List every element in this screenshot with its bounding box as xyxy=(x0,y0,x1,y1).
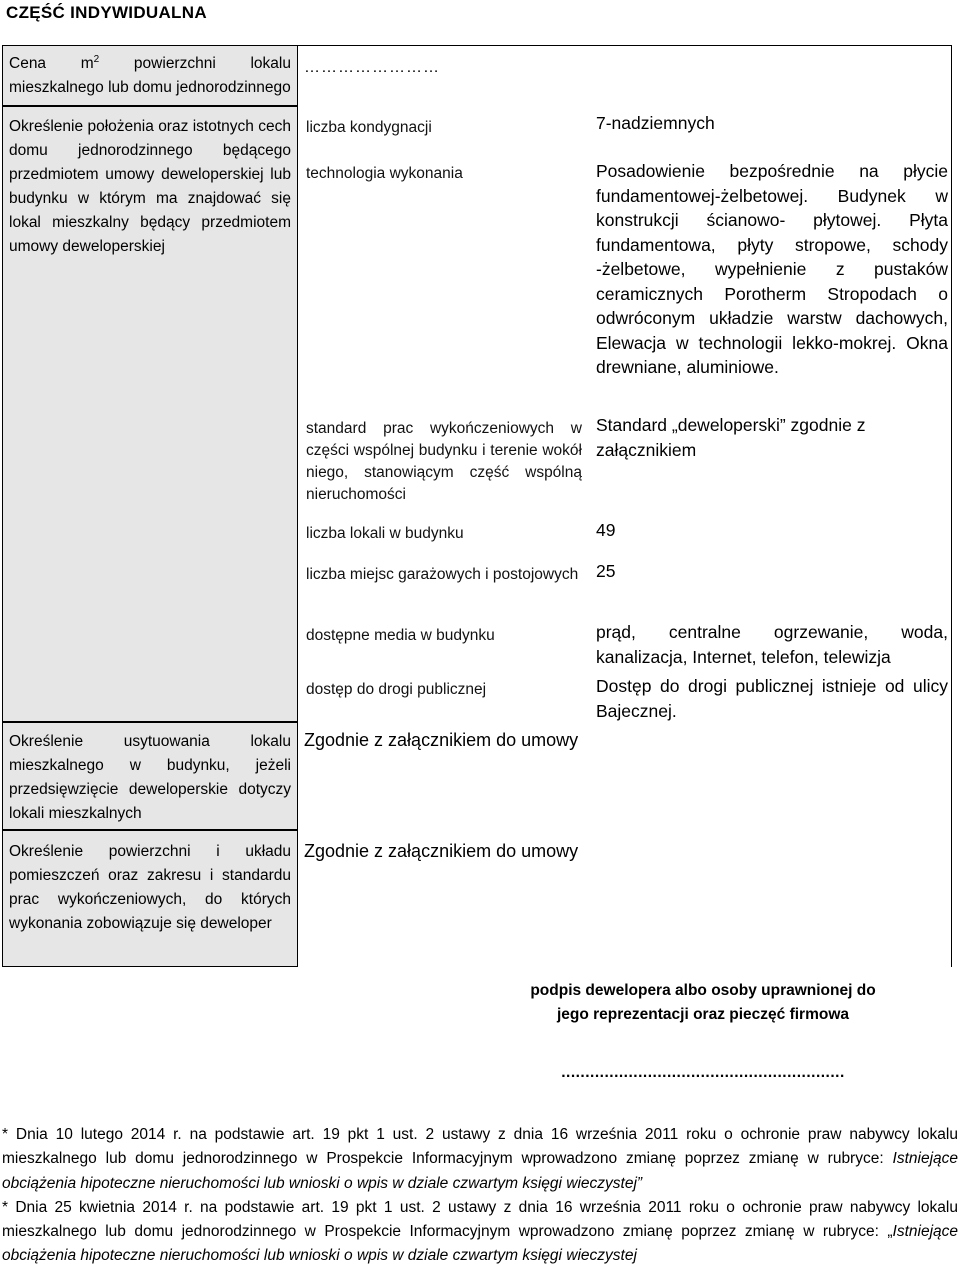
signature-line-1: podpis dewelopera albo osoby uprawnionej do xyxy=(530,982,876,999)
signature-dots: ........................................................... xyxy=(561,1064,845,1081)
area-value: Zgodnie z załącznikiem do umowy xyxy=(304,841,579,861)
parking-label: liczba miejsc garażowych i postojowych xyxy=(306,566,579,583)
standard-label: standard prac wykończeniowych w części wspólnej budynku i terenie wokół niego, stanowiącym część wspólną nieruchomości xyxy=(306,420,582,503)
position-label-box xyxy=(2,722,298,830)
road-label: dostęp do drogi publicznej xyxy=(306,681,487,698)
page-title: CZĘŚĆ INDYWIDUALNA xyxy=(6,3,207,22)
signature-line-2: jego reprezentacji oraz pieczęć firmowa xyxy=(556,1006,850,1023)
technology-label: technologia wykonania xyxy=(306,165,463,182)
area-label-box xyxy=(2,830,298,967)
footnote-2: * Dnia 25 kwietnia 2014 r. na podstawie art. 19 pkt 1 ust. 2 ustawy z dnia 16 września 2011 roku o ochronie praw nabywcy lokalu mieszkalnego lub domu jednorodzinnego w Prospekcie Informacyjnym wprowadzono zmianę poprzez zmianę w rubryce: „Istniejące obciążenia hipoteczne nieruchomości lub wnioski o wpis w dziale czwartym księgi wieczystej xyxy=(2,1198,958,1265)
parking-value: 25 xyxy=(596,561,616,581)
location-label: Określenie położenia oraz istotnych cech domu jednorodzinnego będącego przedmiotem umowy deweloperskiej lub budynku w którym ma znajdować się lokal mieszkalny będący przedmiotem umowy deweloperskiej xyxy=(9,118,291,255)
road-value: Dostęp do drogi publicznej istnieje od ulicy Bajecznej. xyxy=(596,676,948,721)
units-label: liczba lokali w budynku xyxy=(306,525,464,542)
floors-value: 7-nadziemnych xyxy=(596,113,715,133)
media-value: prąd, centralne ogrzewanie, woda, kanalizacja, Internet, telefon, telewizja xyxy=(596,622,948,667)
position-value: Zgodnie z załącznikiem do umowy xyxy=(304,730,579,750)
footnote-1: * Dnia 10 lutego 2014 r. na podstawie art. 19 pkt 1 ust. 2 ustawy z dnia 16 września 2011 roku o ochronie praw nabywcy lokalu mieszkalnego lub domu jednorodzinnego w Prospekcie Informacyjnym wprowadzono zmianę poprzez zmianę w rubryce: Istniejące obciążenia hipoteczne nieruchomości lub wnioski o wpis w dziale czwartym księgi wieczystej” xyxy=(2,1126,958,1192)
price-label-box xyxy=(2,45,298,106)
floors-label: liczba kondygnacji xyxy=(306,119,432,136)
area-label: Określenie powierzchni i układu pomieszczeń oraz zakresu i standardu prac wykończeniowych, do których wykonania zobowiązuje się deweloper xyxy=(9,843,291,932)
price-label: Cena $m^2$ powierzchni lokalu mieszkalnego lub domu jednorodzinnego xyxy=(9,53,291,96)
position-label: Określenie usytuowania lokalu mieszkalnego w budynku, jeżeli przedsięwzięcie deweloperskie dotyczy lokali mieszkalnych xyxy=(9,733,291,822)
price-value: …………………… xyxy=(304,59,440,76)
media-label: dostępne media w budynku xyxy=(306,627,495,644)
technology-value: Posadowienie bezpośrednie na płycie fundamentowej-żelbetowej. Budynek w konstrukcji ścianowo- płytowej. Płyta fundamentowa, płyty stropowe, schody -żelbetowe, wypełnienie z pustaków ceramicznych Porotherm Stropodach o odwróconym układzie warstw dachowych, Elewacja w technologii lekko-mokrej. Okna drewniane, aluminiowe. xyxy=(596,161,948,377)
units-value: 49 xyxy=(596,520,616,540)
footnotes xyxy=(2,1123,958,1269)
standard-value: Standard „deweloperski” zgodnie z załącznikiem xyxy=(596,415,866,460)
location-label-box xyxy=(2,106,298,722)
